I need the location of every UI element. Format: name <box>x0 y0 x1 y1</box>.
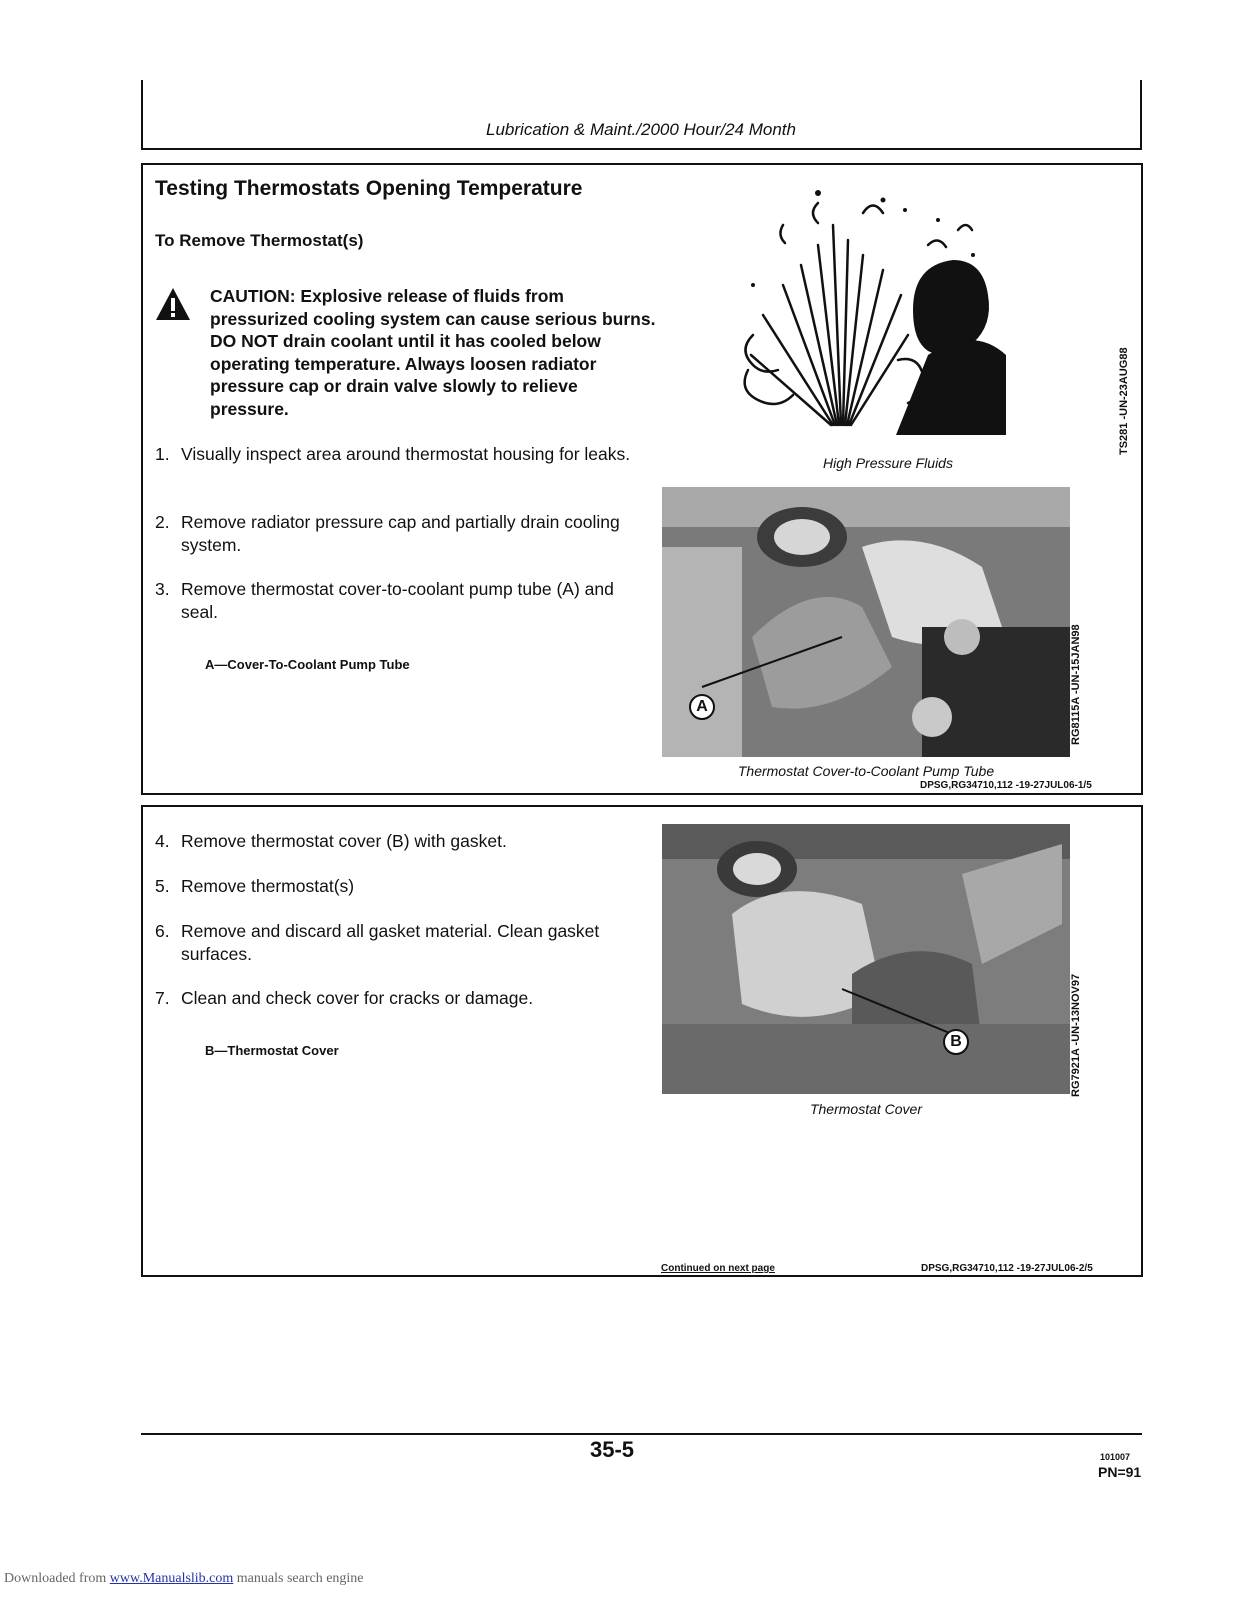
step-number: 1. <box>155 444 170 464</box>
list-item <box>155 875 635 898</box>
thermostat-cover-photo <box>662 824 1070 1094</box>
callout-a: A <box>689 694 715 720</box>
caution-message: CAUTION: Explosive release of fluids from pressurized cooling system can cause serious burns. DO NOT drain coolant until it has cooled below operating temperature. Always loosen radiator pressure cap or drain valve slowly to relieve pressure. <box>210 286 656 419</box>
section-remove-cover <box>141 805 1143 1277</box>
figure-code: TS281 -UN-23AUG88 <box>1118 347 1130 455</box>
list-item <box>155 511 635 556</box>
step-text: Visually inspect area around thermostat housing for leaks. <box>181 444 631 464</box>
step-number: 5. <box>155 876 170 896</box>
step-text: Remove and discard all gasket material. Clean gasket surfaces. <box>181 921 600 964</box>
page-number: 35-5 <box>590 1437 635 1462</box>
download-suffix: manuals search engine <box>236 1571 364 1586</box>
figure-caption: Thermostat Cover <box>809 1101 923 1117</box>
page-header-title: Lubrication & Maint./2000 Hour/24 Month <box>486 120 796 139</box>
section-title: Testing Thermostats Opening Temperature <box>155 177 583 200</box>
step-number: 3. <box>155 579 170 599</box>
section-testing-thermostats <box>141 163 1143 795</box>
step-number: 6. <box>155 921 170 941</box>
step-text: Remove thermostat(s) <box>181 876 355 896</box>
figure-code: RG8115A -UN-15JAN98 <box>1070 624 1082 745</box>
step-text: Remove thermostat cover (B) with gasket. <box>181 831 507 851</box>
step-number: 4. <box>155 831 170 851</box>
callout-b: B <box>943 1029 969 1055</box>
reference-code: DPSG,RG34710,112 -19-27JUL06-2/5 <box>921 1263 1093 1274</box>
figure-caption: High Pressure Fluids <box>823 455 953 471</box>
download-prefix: Downloaded from <box>4 1571 107 1586</box>
list-item <box>155 920 635 965</box>
high-pressure-fluids-illustration <box>723 185 1013 447</box>
footer-rule <box>141 1433 1142 1435</box>
manualslib-link[interactable]: www.Manualslib.com <box>109 1571 234 1586</box>
list-item <box>155 443 635 466</box>
list-item <box>155 578 635 623</box>
download-note <box>4 1571 364 1587</box>
list-item <box>155 987 635 1010</box>
pn-code: PN=91 <box>1098 1464 1142 1480</box>
step-text: Remove thermostat cover-to-coolant pump tube (A) and seal. <box>181 579 614 622</box>
step-text: Remove radiator pressure cap and partially drain cooling system. <box>181 512 620 555</box>
figure-legend: B—Thermostat Cover <box>205 1043 339 1058</box>
figure-code: RG7921A -UN-13NOV97 <box>1070 973 1082 1097</box>
figure-legend: A—Cover-To-Coolant Pump Tube <box>205 657 410 672</box>
reference-code: DPSG,RG34710,112 -19-27JUL06-1/5 <box>920 780 1092 791</box>
caution-triangle-icon <box>155 287 191 321</box>
figure-caption: Thermostat Cover-to-Coolant Pump Tube <box>737 763 995 779</box>
thermostat-pump-tube-photo <box>662 487 1070 757</box>
date-code: 101007 <box>1100 1452 1131 1462</box>
continued-note: Continued on next page <box>661 1263 775 1274</box>
step-text: Clean and check cover for cracks or damage. <box>181 988 534 1008</box>
step-number: 7. <box>155 988 170 1008</box>
step-number: 2. <box>155 512 170 532</box>
list-item <box>155 830 635 853</box>
header-rule <box>141 148 1142 150</box>
section-subtitle: To Remove Thermostat(s) <box>155 231 364 250</box>
